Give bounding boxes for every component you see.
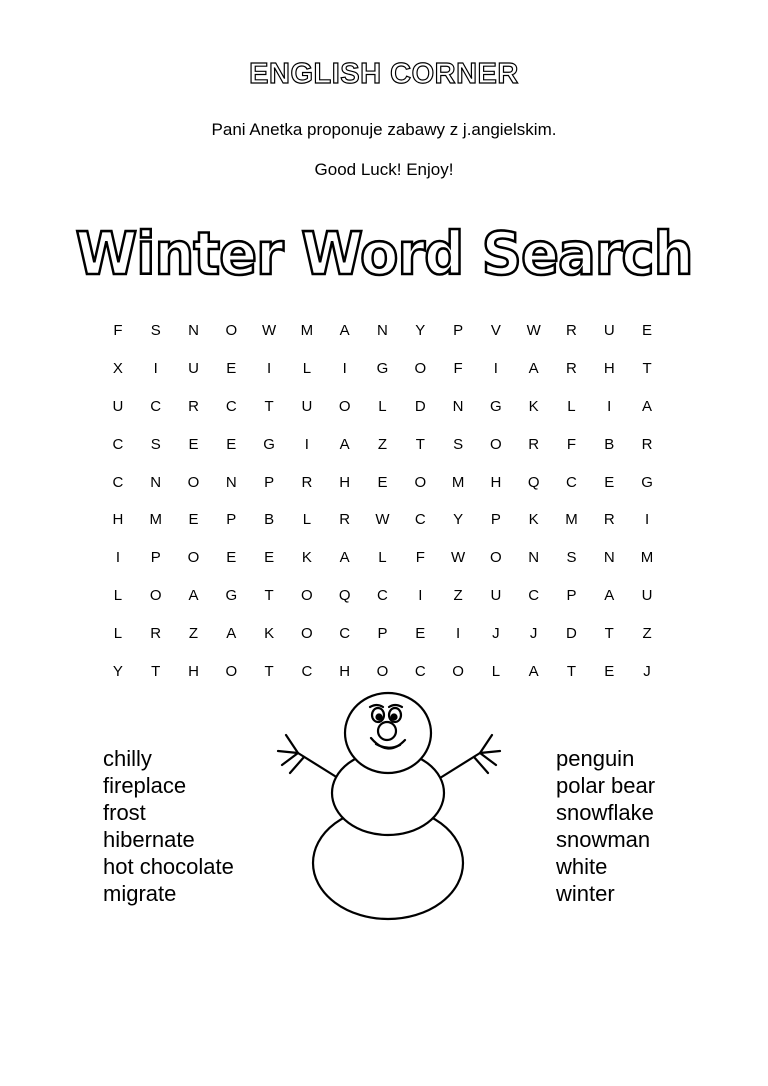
grid-cell: W xyxy=(526,322,541,340)
word-list-item: hot chocolate xyxy=(103,854,234,879)
grid-cell: U xyxy=(490,586,502,604)
grid-cell: G xyxy=(490,397,502,415)
grid-cell: C xyxy=(566,473,577,491)
grid-cell: G xyxy=(263,435,275,453)
grid-cell: P xyxy=(453,322,464,340)
grid-cell: U xyxy=(188,360,199,378)
grid-cell: C xyxy=(112,473,124,491)
grid-cell: L xyxy=(491,662,501,680)
grid-cell: L xyxy=(378,549,387,567)
grid-cell: K xyxy=(528,397,539,415)
grid-cell: O xyxy=(452,662,464,680)
grid-cell: O xyxy=(414,360,427,378)
grid-cell: L xyxy=(113,586,123,604)
grid-row xyxy=(99,388,666,426)
grid-cell: O xyxy=(225,662,238,680)
grid-cell: Z xyxy=(188,624,199,642)
grid-cell: W xyxy=(262,322,277,340)
grid-cell: T xyxy=(566,662,577,680)
grid-cell: O xyxy=(187,473,200,491)
grid-cell: E xyxy=(604,662,615,680)
grid-cell: E xyxy=(642,322,653,340)
grid-row xyxy=(99,501,666,539)
grid-cell: K xyxy=(301,549,312,567)
grid-cell: O xyxy=(187,549,200,567)
grid-cell: D xyxy=(566,624,577,642)
word-list-item: migrate xyxy=(103,881,177,906)
grid-cell: N xyxy=(225,473,237,491)
grid-cell: R xyxy=(339,511,351,529)
intro-text: Pani Anetka proponuje zabawy z j.angielskim. xyxy=(211,120,557,139)
grid-cell: R xyxy=(603,511,615,529)
grid-cell: M xyxy=(640,549,654,567)
grid-cell: A xyxy=(226,624,237,642)
grid-cell: O xyxy=(301,624,313,642)
grid-cell: E xyxy=(226,549,237,567)
grid-cell: R xyxy=(641,435,653,453)
grid-cell: C xyxy=(414,662,426,680)
word-list-right xyxy=(556,745,655,907)
grid-cell: L xyxy=(378,397,387,415)
grid-cell: A xyxy=(339,322,350,340)
grid-cell: O xyxy=(376,662,389,680)
grid-cell: A xyxy=(604,586,615,604)
grid-cell: I xyxy=(493,360,498,378)
grid-cell: H xyxy=(339,662,351,680)
grid-cell: D xyxy=(414,397,426,415)
greeting-text: Good Luck! Enjoy! xyxy=(314,160,454,179)
grid-cell: W xyxy=(450,549,466,567)
grid-cell: E xyxy=(188,435,199,453)
grid-cell: H xyxy=(603,360,615,378)
grid-cell: Q xyxy=(527,473,540,491)
grid-cell: E xyxy=(226,435,237,453)
grid-cell: G xyxy=(225,586,238,604)
grid-cell: Z xyxy=(642,624,652,642)
grid-cell: E xyxy=(264,549,275,567)
grid-cell: J xyxy=(529,624,538,642)
grid-cell: U xyxy=(301,397,313,415)
grid-cell: T xyxy=(264,662,274,680)
grid-row xyxy=(99,539,666,577)
grid-cell: S xyxy=(453,435,464,453)
grid-cell: J xyxy=(492,624,500,642)
word-list-left xyxy=(103,745,234,907)
word-search-grid xyxy=(99,312,666,690)
grid-cell: A xyxy=(528,360,539,378)
grid-cell: P xyxy=(226,511,237,529)
grid-cell: F xyxy=(415,549,425,567)
grid-cell: X xyxy=(112,360,123,378)
grid-cell: A xyxy=(339,549,350,567)
grid-cell: I xyxy=(153,360,158,378)
grid-cell: E xyxy=(604,473,615,491)
grid-cell: O xyxy=(414,473,427,491)
grid-cell: H xyxy=(188,662,199,680)
grid-cell: C xyxy=(528,586,540,604)
word-list-item: winter xyxy=(556,881,615,906)
grid-row xyxy=(99,312,666,350)
word-list-item: polar bear xyxy=(556,773,656,798)
grid-cell: A xyxy=(642,397,653,415)
grid-cell: G xyxy=(376,360,389,378)
grid-cell: O xyxy=(490,549,502,567)
word-list-item: hibernate xyxy=(103,827,195,852)
word-list-item: chilly xyxy=(103,746,152,771)
grid-cell: O xyxy=(149,586,162,604)
grid-cell: V xyxy=(490,322,501,340)
grid-cell: O xyxy=(301,586,313,604)
grid-cell: N xyxy=(188,322,199,340)
grid-cell: K xyxy=(264,624,275,642)
grid-cell: G xyxy=(641,473,653,491)
grid-cell: S xyxy=(150,322,161,340)
grid-cell: T xyxy=(604,624,614,642)
grid-cell: E xyxy=(188,511,199,529)
grid-cell: L xyxy=(567,397,576,415)
grid-cell: I xyxy=(267,360,272,378)
grid-cell: E xyxy=(226,360,237,378)
grid-cell: Y xyxy=(415,322,426,340)
grid-row xyxy=(99,614,666,652)
grid-cell: O xyxy=(338,397,351,415)
grid-cell: T xyxy=(151,662,161,680)
grid-cell: P xyxy=(377,624,388,642)
grid-cell: N xyxy=(150,473,162,491)
grid-cell: H xyxy=(490,473,502,491)
grid-cell: P xyxy=(264,473,275,491)
grid-row xyxy=(99,350,666,388)
grid-cell: K xyxy=(528,511,539,529)
snowman-icon xyxy=(268,683,508,923)
grid-cell: R xyxy=(566,360,577,378)
grid-row xyxy=(99,577,666,615)
grid-cell: I xyxy=(418,586,423,604)
word-list-item: white xyxy=(556,854,608,879)
grid-cell: C xyxy=(301,662,313,680)
grid-cell: I xyxy=(607,397,612,415)
grid-cell: Q xyxy=(338,586,351,604)
page-heading: ENGLISH CORNER xyxy=(249,58,519,90)
grid-cell: R xyxy=(566,322,577,340)
grid-cell: Z xyxy=(453,586,463,604)
grid-cell: C xyxy=(377,586,388,604)
grid-cell: M xyxy=(451,473,465,491)
grid-cell: E xyxy=(377,473,388,491)
grid-cell: J xyxy=(643,662,651,680)
grid-cell: W xyxy=(375,511,390,529)
grid-cell: T xyxy=(264,397,274,415)
grid-cell: P xyxy=(566,586,577,604)
word-list-item: fireplace xyxy=(103,773,187,798)
grid-cell: A xyxy=(339,435,350,453)
grid-cell: U xyxy=(641,586,653,604)
grid-cell: F xyxy=(566,435,577,453)
grid-cell: A xyxy=(188,586,199,604)
grid-cell: S xyxy=(150,435,161,453)
grid-cell: P xyxy=(490,511,501,529)
grid-cell: T xyxy=(264,586,274,604)
word-list-item: penguin xyxy=(556,746,635,771)
grid-cell: B xyxy=(604,435,615,453)
grid-cell: O xyxy=(225,322,238,340)
word-list-item: snowman xyxy=(556,827,651,852)
grid-cell: N xyxy=(528,549,540,567)
grid-row xyxy=(99,425,666,463)
grid-cell: H xyxy=(339,473,351,491)
grid-cell: F xyxy=(453,360,463,378)
grid-cell: I xyxy=(644,511,650,529)
grid-cell: Y xyxy=(112,662,123,680)
grid-cell: Y xyxy=(453,511,464,529)
grid-cell: L xyxy=(302,511,312,529)
grid-cell: I xyxy=(115,549,120,567)
grid-cell: I xyxy=(342,360,347,378)
grid-cell: T xyxy=(415,435,425,453)
grid-cell: R xyxy=(528,435,540,453)
grid-cell: C xyxy=(339,624,351,642)
grid-cell: M xyxy=(149,511,162,529)
grid-cell: P xyxy=(150,549,161,567)
grid-cell: N xyxy=(377,322,388,340)
grid-cell: N xyxy=(603,549,615,567)
grid-cell: T xyxy=(642,360,652,378)
grid-cell: U xyxy=(112,397,124,415)
grid-cell: E xyxy=(415,624,426,642)
grid-cell: R xyxy=(188,397,199,415)
grid-cell: N xyxy=(452,397,464,415)
word-list-item: snowflake xyxy=(556,800,654,825)
grid-cell: C xyxy=(414,511,426,529)
grid-cell: S xyxy=(566,549,577,567)
grid-cell: M xyxy=(565,511,578,529)
grid-cell: H xyxy=(112,511,124,529)
grid-cell: L xyxy=(113,624,123,642)
puzzle-title: Winter Word Search xyxy=(75,220,693,289)
grid-cell: C xyxy=(150,397,162,415)
grid-cell: B xyxy=(264,511,275,529)
grid-cell: C xyxy=(112,435,124,453)
grid-cell: I xyxy=(304,435,309,453)
grid-cell: Z xyxy=(377,435,388,453)
grid-cell: R xyxy=(150,624,162,642)
word-list-item: frost xyxy=(103,800,146,825)
grid-cell: F xyxy=(113,322,123,340)
grid-cell: O xyxy=(490,435,502,453)
grid-cell: C xyxy=(225,397,237,415)
grid-cell: M xyxy=(300,322,314,340)
grid-cell: L xyxy=(302,360,312,378)
grid-cell: I xyxy=(455,624,461,642)
grid-cell: U xyxy=(603,322,615,340)
grid-row xyxy=(99,463,666,501)
grid-cell: R xyxy=(301,473,313,491)
grid-cell: A xyxy=(528,662,539,680)
